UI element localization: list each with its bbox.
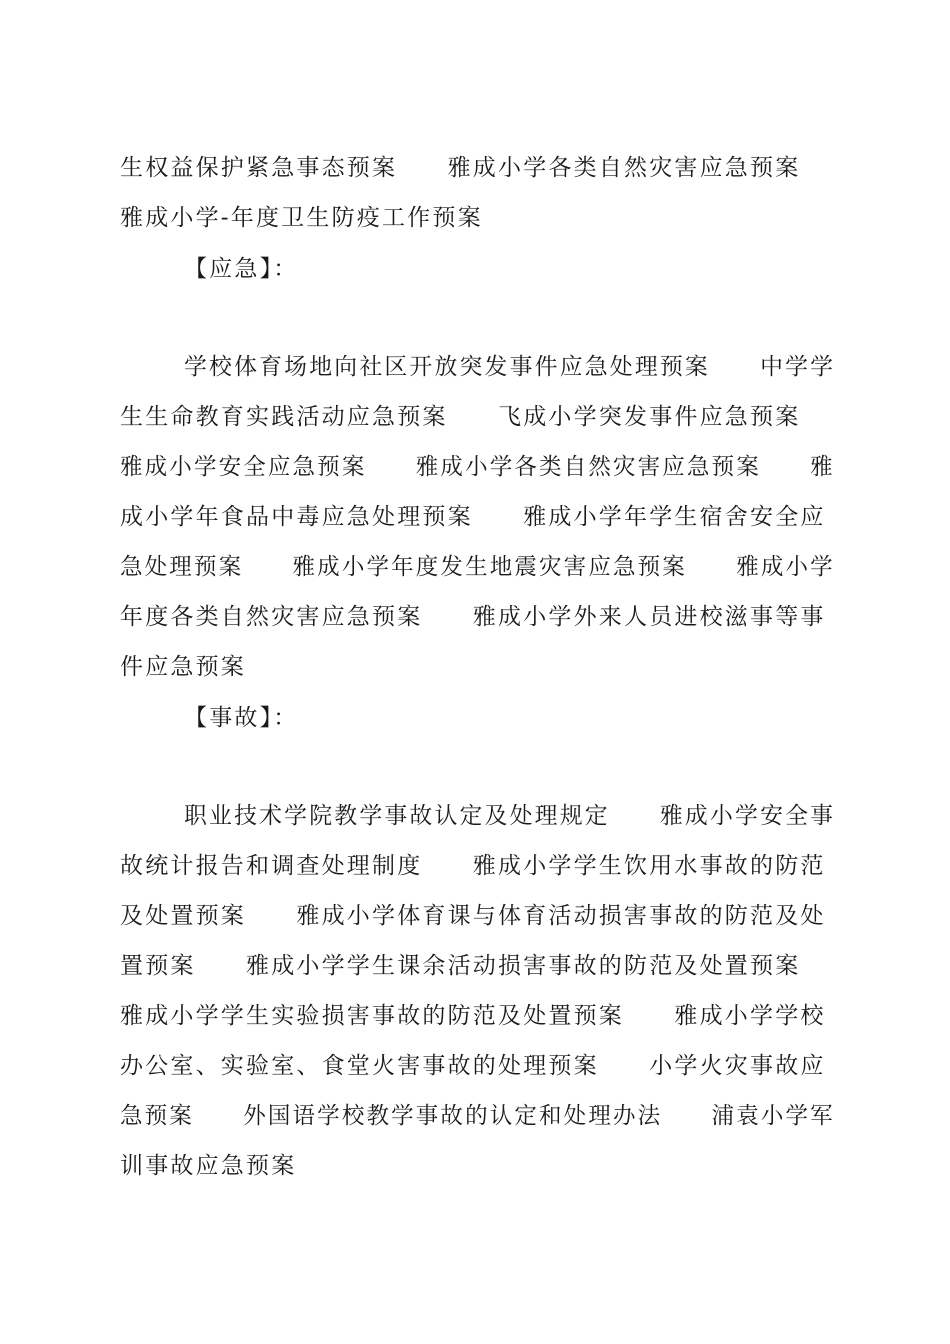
accident-line-1: 职业技术学院教学事故认定及处理规定 雅成小学安全事: [184, 803, 836, 829]
section-heading-accident: 【事故】：: [184, 705, 299, 731]
accident-line-4: 置预案 雅成小学学生课余活动损害事故的防范及处置预案: [120, 953, 801, 979]
emergency-line-5: 急处理预案 雅成小学年度发生地震灾害应急预案 雅成小学: [120, 554, 835, 580]
emergency-line-6: 年度各类自然灾害应急预案 雅成小学外来人员进校滋事等事: [120, 604, 826, 630]
accident-line-2: 故统计报告和调查处理制度 雅成小学学生饮用水事故的防范: [120, 853, 826, 879]
emergency-line-4: 成小学年食品中毒应急处理预案 雅成小学年学生宿舍安全应: [120, 504, 826, 530]
emergency-line-3: 雅成小学安全应急预案 雅成小学各类自然灾害应急预案 雅: [120, 454, 835, 480]
accident-line-7: 急预案 外国语学校教学事故的认定和处理办法 浦袁小学军: [120, 1103, 835, 1129]
emergency-line-1: 学校体育场地向社区开放突发事件应急处理预案 中学学: [184, 354, 836, 380]
intro-line-2: 雅成小学-年度卫生防疫工作预案: [120, 205, 483, 231]
accident-line-5: 雅成小学学生实验损害事故的防范及处置预案 雅成小学学校: [120, 1003, 826, 1029]
section-heading-emergency: 【应急】：: [184, 256, 299, 282]
accident-line-6: 办公室、实验室、食堂火害事故的处理预案 小学火灾事故应: [120, 1053, 826, 1079]
emergency-line-2: 生生命教育实践活动应急预案 飞成小学突发事件应急预案: [120, 404, 801, 430]
accident-line-8: 训事故应急预案: [120, 1153, 297, 1179]
emergency-line-7: 件应急预案: [120, 654, 246, 680]
intro-line-1: 生权益保护紧急事态预案 雅成小学各类自然灾害应急预案: [120, 155, 801, 181]
accident-line-3: 及处置预案 雅成小学体育课与体育活动损害事故的防范及处: [120, 903, 826, 929]
